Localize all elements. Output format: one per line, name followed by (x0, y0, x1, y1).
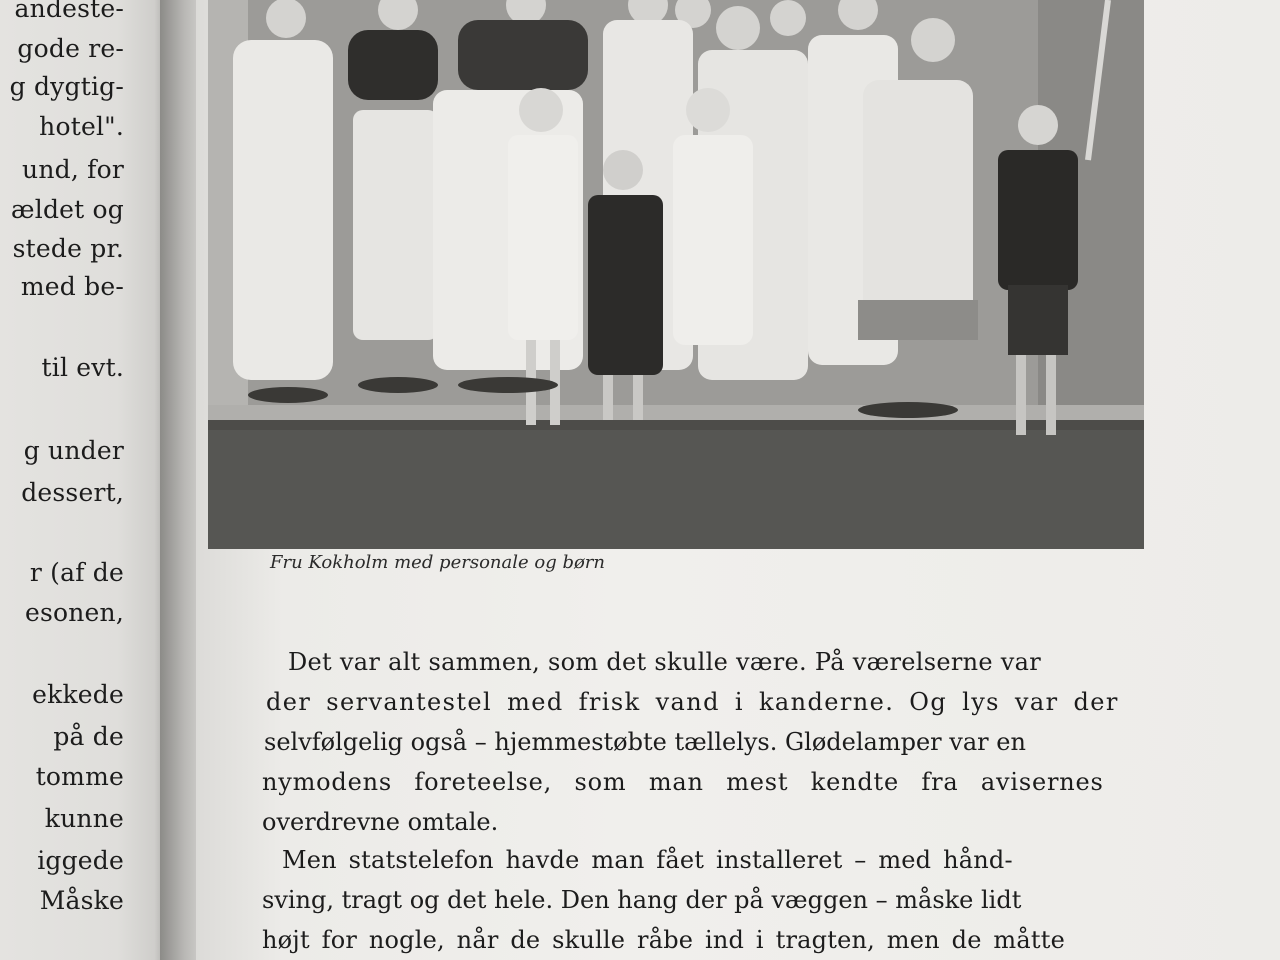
left-page-line: esonen, (24, 598, 124, 627)
left-page-line: ældet og (11, 195, 124, 224)
left-page-line: andeste- (14, 0, 124, 23)
body-text-line: nymodens foreteelse, som man mest kendte fra avisernes (262, 768, 1104, 796)
left-page-line: und, for (22, 155, 124, 184)
left-page-line: iggede (37, 846, 124, 875)
body-text-line: Det var alt sammen, som det skulle være. På værelserne var (288, 648, 1042, 676)
left-page-line: g dygtig- (9, 72, 124, 101)
left-page-line: r (af de (29, 558, 124, 587)
left-page-line: ekkede (32, 680, 124, 709)
group-photo (208, 0, 1144, 549)
photo-caption: Fru Kokholm med personale og børn (270, 552, 606, 573)
left-page-line: dessert, (21, 478, 124, 507)
left-page-line: på de (53, 722, 124, 751)
left-page-line: kunne (44, 804, 124, 833)
left-page-line: stede pr. (12, 234, 124, 263)
body-text-line: der servantestel med frisk vand i kanderne. Og lys var der (266, 688, 1119, 716)
group-photo-illustration (208, 0, 1144, 549)
left-page-line: tomme (35, 762, 124, 791)
left-page-line: til evt. (41, 353, 124, 382)
body-text-line: sving, tragt og det hele. Den hang der på væggen – måske lidt (262, 886, 1022, 914)
left-page (0, 0, 168, 960)
left-page-line: gode re- (17, 34, 124, 63)
body-text-line: overdrevne omtale. (262, 808, 499, 836)
left-page-line: g under (23, 436, 124, 465)
body-text-line: selvfølgelig også – hjemmestøbte tællelys. Glødelamper var en (264, 728, 1026, 756)
left-page-line: med be- (20, 272, 124, 301)
left-page-line: hotel". (39, 112, 124, 141)
body-text-line: højt for nogle, når de skulle råbe ind i tragten, men de måtte (262, 926, 1065, 954)
left-page-line: Måske (39, 886, 124, 915)
body-text-line: Men statstelefon havde man fået installeret – med hånd- (282, 846, 1013, 874)
